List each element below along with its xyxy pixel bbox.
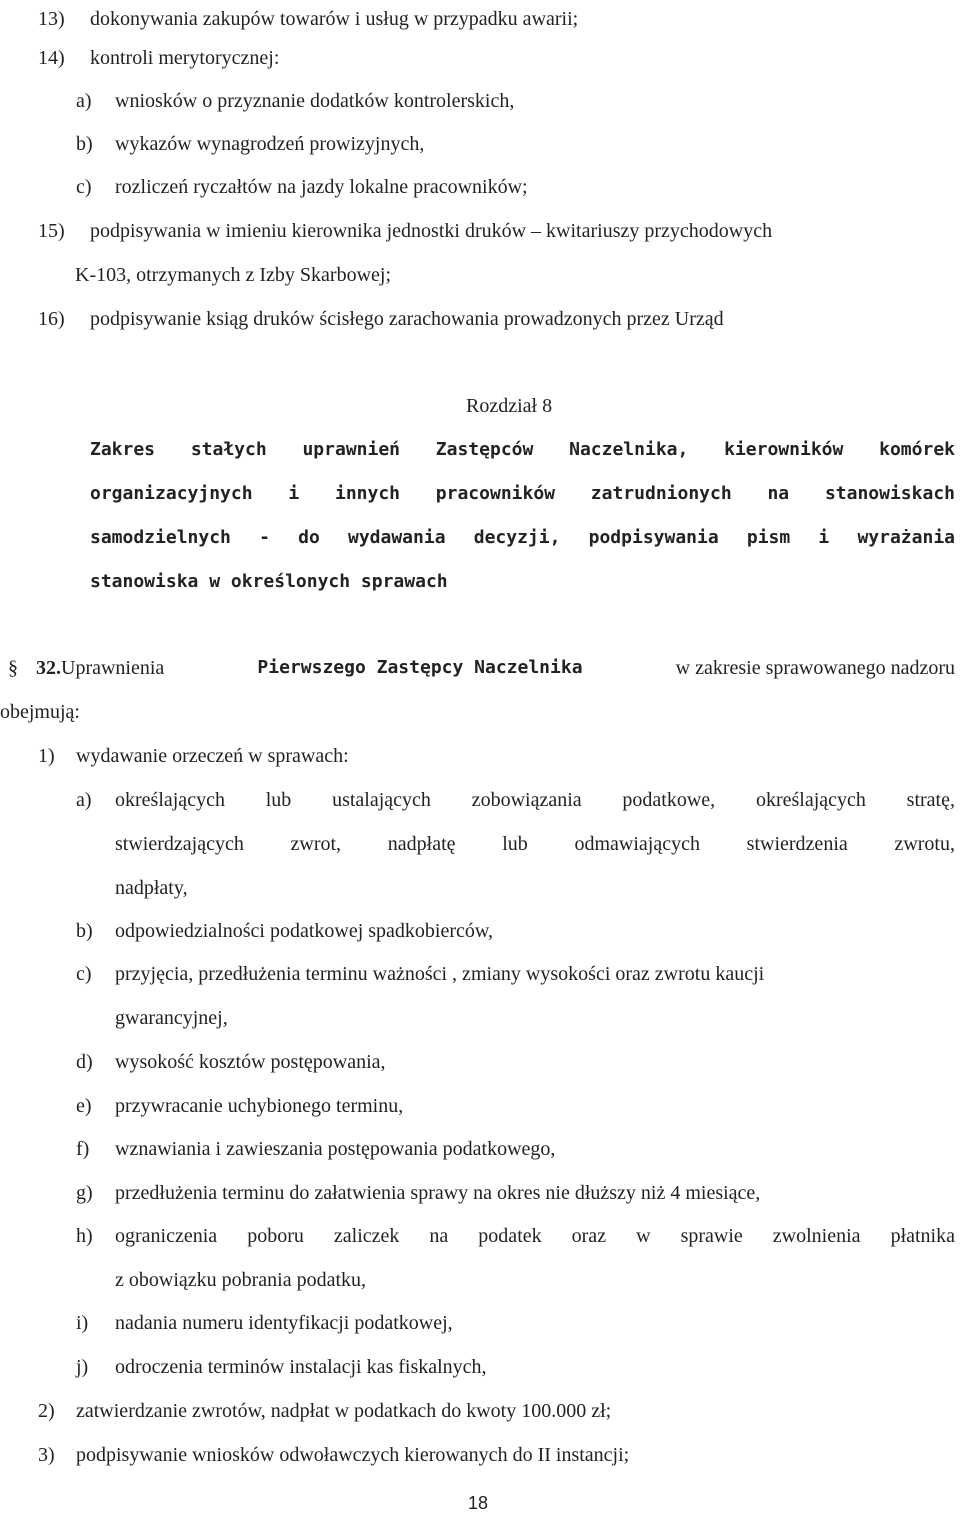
section-number: 32.: [36, 657, 61, 679]
chapter-heading-line: samodzielnych - do wydawania decyzji, podpisywania pism i wyrażania: [90, 527, 955, 548]
list-number: a): [76, 90, 92, 112]
subitem-a-line: określających lub ustalających zobowiązania podatkowe, określających stratę,: [115, 789, 955, 811]
section-lead: Uprawnienia: [61, 657, 165, 679]
list-number: 13): [38, 8, 65, 30]
list-number: c): [76, 176, 92, 198]
list-number: 16): [38, 308, 65, 330]
chapter-heading-line: Zakres stałych uprawnień Zastępców Naczelnika, kierowników komórek: [90, 439, 955, 460]
subitem-c-line: przyjęcia, przedłużenia terminu ważności , zmiany wysokości oraz zwrotu kaucji: [115, 963, 765, 985]
list-item-14c: rozliczeń ryczałtów na jazdy lokalne pracowników;: [115, 176, 528, 198]
list-number: a): [76, 789, 92, 811]
section-32-continuation: obejmują:: [0, 701, 80, 723]
list-item-14: kontroli merytorycznej:: [90, 47, 280, 69]
list-number: 2): [38, 1400, 55, 1422]
list-number: 14): [38, 47, 65, 69]
list-item-1: wydawanie orzeczeń w sprawach:: [76, 745, 349, 767]
list-number: c): [76, 963, 92, 985]
list-item-14b: wykazów wynagrodzeń prowizyjnych,: [115, 133, 425, 155]
section-bold-text: Pierwszego Zastępcy Naczelnika: [257, 657, 583, 678]
subitem-a-line: nadpłaty,: [115, 877, 188, 899]
subitem-f-line: wznawiania i zawieszania postępowania podatkowego,: [115, 1138, 556, 1160]
list-number: f): [76, 1138, 90, 1160]
list-number: g): [76, 1182, 93, 1204]
subitem-d-line: wysokość kosztów postępowania,: [115, 1051, 386, 1073]
list-number: b): [76, 920, 93, 942]
paragraph-symbol: §: [8, 657, 18, 679]
list-number: i): [76, 1312, 89, 1334]
list-item-14a: wniosków o przyznanie dodatków kontrolerskich,: [115, 90, 515, 112]
list-number: 1): [38, 745, 55, 767]
list-item-2: zatwierdzanie zwrotów, nadpłat w podatkach do kwoty 100.000 zł;: [76, 1400, 612, 1422]
list-item-15-continuation: K-103, otrzymanych z Izby Skarbowej;: [75, 264, 392, 286]
chapter-title: Rozdział 8: [466, 395, 553, 417]
section-32-heading: [8, 655, 955, 681]
subitem-h-line: z obowiązku pobrania podatku,: [115, 1269, 367, 1291]
subitem-c-line: gwarancyjnej,: [115, 1007, 228, 1029]
list-number: b): [76, 133, 93, 155]
subitem-e-line: przywracanie uchybionego terminu,: [115, 1095, 404, 1117]
list-number: 3): [38, 1444, 55, 1466]
list-number: d): [76, 1051, 93, 1073]
list-number: h): [76, 1225, 93, 1247]
list-item-13: dokonywania zakupów towarów i usług w przypadku awarii;: [90, 8, 579, 30]
list-number: e): [76, 1095, 92, 1117]
subitem-a-line: stwierdzających zwrot, nadpłatę lub odmawiających stwierdzenia zwrotu,: [115, 833, 955, 855]
chapter-heading-line: stanowiska w określonych sprawach: [90, 571, 448, 592]
subitem-j-line: odroczenia terminów instalacji kas fiskalnych,: [115, 1356, 487, 1378]
list-number: 15): [38, 220, 65, 242]
chapter-heading-line: organizacyjnych i innych pracowników zatrudnionych na stanowiskach: [90, 483, 955, 504]
list-number: j): [76, 1356, 89, 1378]
list-item-3: podpisywanie wniosków odwoławczych kierowanych do II instancji;: [76, 1444, 630, 1466]
subitem-i-line: nadania numeru identyfikacji podatkowej,: [115, 1312, 453, 1334]
section-rest: w zakresie sprawowanego nadzoru: [675, 657, 955, 679]
subitem-g-line: przedłużenia terminu do załatwienia sprawy na okres nie dłuższy niż 4 miesiące,: [115, 1182, 761, 1204]
list-item-16: podpisywanie ksiąg druków ścisłego zarachowania prowadzonych przez Urząd: [90, 308, 724, 330]
subitem-b-line: odpowiedzialności podatkowej spadkobierców,: [115, 920, 494, 942]
page-number: 18: [468, 1493, 489, 1513]
subitem-h-line: ograniczenia poboru zaliczek na podatek oraz w sprawie zwolnienia płatnika: [115, 1225, 955, 1247]
list-item-15: podpisywania w imieniu kierownika jednostki druków – kwitariuszy przychodowych: [90, 220, 773, 242]
